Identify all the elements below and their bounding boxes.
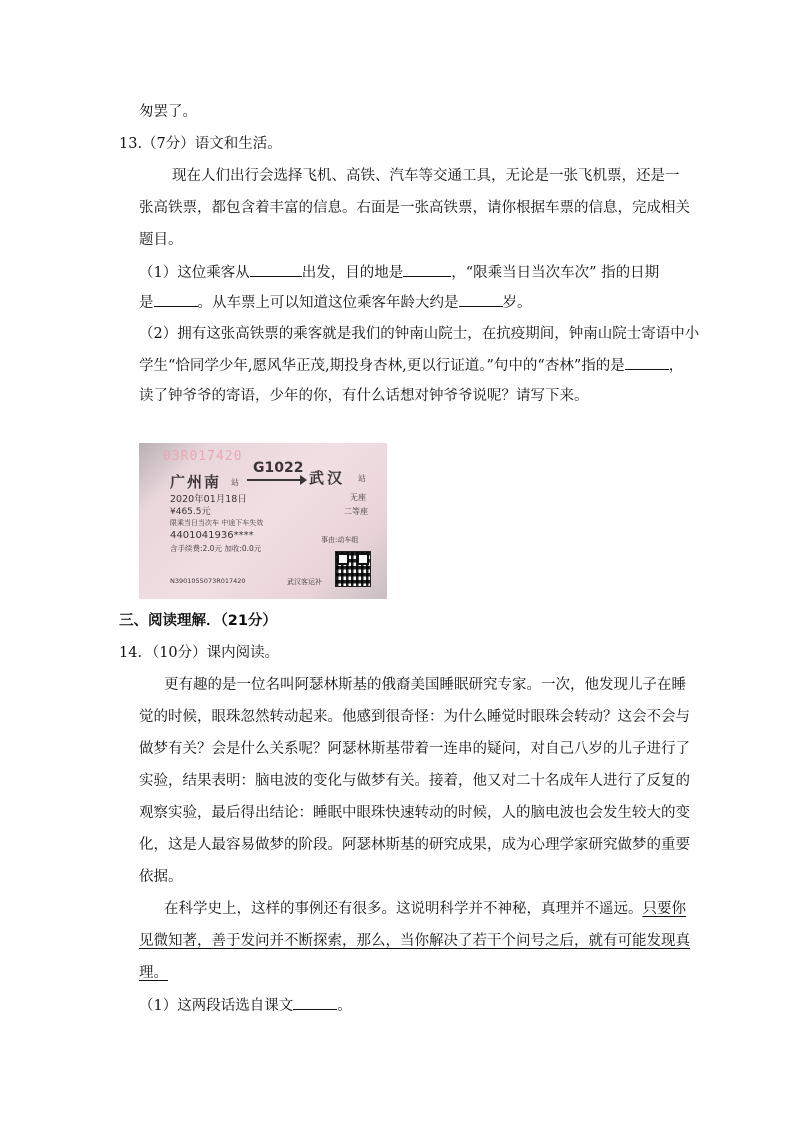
- ticket-departure-station: 广州南: [170, 473, 222, 491]
- ticket-price: ¥465.5元: [170, 507, 211, 517]
- q13-sub1-text-a: （1）这位乘客从: [139, 265, 250, 281]
- q13-sub1-text-c: ，“限乘当日当次车次” 指的日期: [451, 265, 660, 281]
- ticket-code: N3901055073R017420: [170, 577, 246, 585]
- passage-line-2: 觉的时候，眼珠忽然转动起来。他感到很奇怪：为什么睡觉时眼珠会转动？这会不会与: [139, 709, 690, 725]
- q13-sub1-text-e: 。从车票上可以知道这位乘客年龄大约是: [197, 295, 459, 311]
- ticket-date: 2020年01月18日: [170, 494, 247, 505]
- answer-blank-xinglin[interactable]: [625, 355, 669, 370]
- q13-sub2-line-1: （2）拥有这张高铁票的乘客就是我们的钟南山院士，在抗疫期间，钟南山院士寄语中小: [139, 326, 700, 342]
- ticket-note: 限乘当日当次车 中途下车失效: [170, 519, 264, 527]
- answer-blank-lesson[interactable]: [293, 995, 337, 1010]
- q13-sub2-line-3: 读了钟爷爷的寄语，少年的你，有什么话想对钟爷爷说呢？请写下来。: [139, 388, 589, 404]
- ticket-train-number: G1022: [253, 460, 304, 476]
- answer-blank-age[interactable]: [459, 292, 503, 307]
- answer-blank-destination[interactable]: [403, 262, 451, 277]
- q13-sub1-text-f: 岁。: [502, 295, 532, 311]
- q13-paragraph-line-1: 现在人们出行会选择飞机、高铁、汽车等交通工具，无论是一张飞机票，还是一: [172, 168, 680, 184]
- q13-title: 13.（7分）语文和生活。: [119, 136, 282, 152]
- passage-line-3: 做梦有关？会是什么关系呢？阿瑟林斯基带着一连串的疑问，对自己八岁的儿子进行了: [139, 741, 690, 757]
- ticket-issuing-station: 武汉客运补: [287, 578, 322, 586]
- ticket-seat: 无座: [350, 493, 366, 502]
- q13-sub1-line-2: [139, 292, 532, 313]
- q13-sub2-text-c: ，: [668, 358, 684, 374]
- q13-sub2-text-b: 学生“恰同学少年,愿风华正茂,期投身杏林,更以行证道。”句中的“杏林”指的是: [139, 358, 625, 374]
- ticket-passenger-id: 4401041936****: [170, 530, 254, 541]
- q13-sub1-text-b: 出发，目的地是: [301, 265, 404, 281]
- q13-paragraph-line-3: 题目。: [139, 232, 183, 248]
- passage-line-5: 观察实验，最后得出结论：睡眠中眼珠快速转动的时候，人的脑电波也会发生较大的变: [139, 805, 690, 821]
- ticket-class: 二等座: [344, 507, 368, 516]
- q14-title: 14．（10分）课内阅读。: [119, 645, 280, 661]
- q13-sub1-text-d: 是: [139, 295, 154, 311]
- section-title-reading: 三、阅读理解．（21分）: [119, 613, 277, 629]
- q13-paragraph-line-2: 张高铁票，都包含着丰富的信息。右面是一张高铁票，请你根据车票的信息，完成相关: [139, 200, 690, 216]
- passage-line-8-text: 在科学史上，这样的事例还有很多。这说明科学并不神秘，真理并不遥远。: [164, 901, 643, 917]
- q13-sub1-line-1: [139, 262, 659, 283]
- passage-line-6: 化，这是人最容易做梦的阶段。阿瑟林斯基的研究成果，成为心理学家研究做梦的重要: [139, 837, 690, 853]
- q14-sub1-text-b: 。: [337, 998, 352, 1014]
- train-ticket-photo: [139, 443, 387, 599]
- ticket-arrival-station: 武汉: [309, 469, 346, 487]
- passage-line-7: 依据。: [139, 869, 183, 885]
- q14-sub1: [139, 995, 352, 1016]
- answer-blank-date[interactable]: [154, 292, 198, 307]
- ticket-station-suffix: 站: [358, 474, 366, 483]
- passage-line-8: [164, 899, 686, 919]
- underlined-sentence: 理。: [139, 965, 168, 981]
- passage-line-4: 实验，结果表明：脑电波的变化与做梦有关。接着，他又对二十名成年人进行了反复的: [139, 773, 690, 789]
- prev-text: 匆罢了。: [139, 104, 197, 120]
- passage-line-1: 更有趣的是一位名叫阿瑟林斯基的俄裔美国睡眠研究专家。一次，他发现儿子在睡: [164, 677, 686, 693]
- underlined-sentence: 只要你: [642, 901, 686, 917]
- ticket-serial: 03R017420: [163, 449, 243, 464]
- answer-blank-departure[interactable]: [250, 262, 302, 277]
- underlined-sentence: 见微知著，善于发问并不断探索，那么，当你解决了若干个问号之后，就有可能发现真: [139, 933, 690, 949]
- ticket-fee: 含手续费:2.0元 加收:0.0元: [170, 544, 262, 553]
- ticket-station-suffix: 站: [231, 478, 239, 487]
- ticket-reason: 事由:动车组: [321, 536, 359, 544]
- q13-sub2-line-2: [139, 355, 683, 376]
- qr-code-icon: [335, 551, 371, 587]
- q14-sub1-text-a: （1）这两段话选自课文: [139, 998, 294, 1014]
- arrow-right-icon: [247, 479, 305, 481]
